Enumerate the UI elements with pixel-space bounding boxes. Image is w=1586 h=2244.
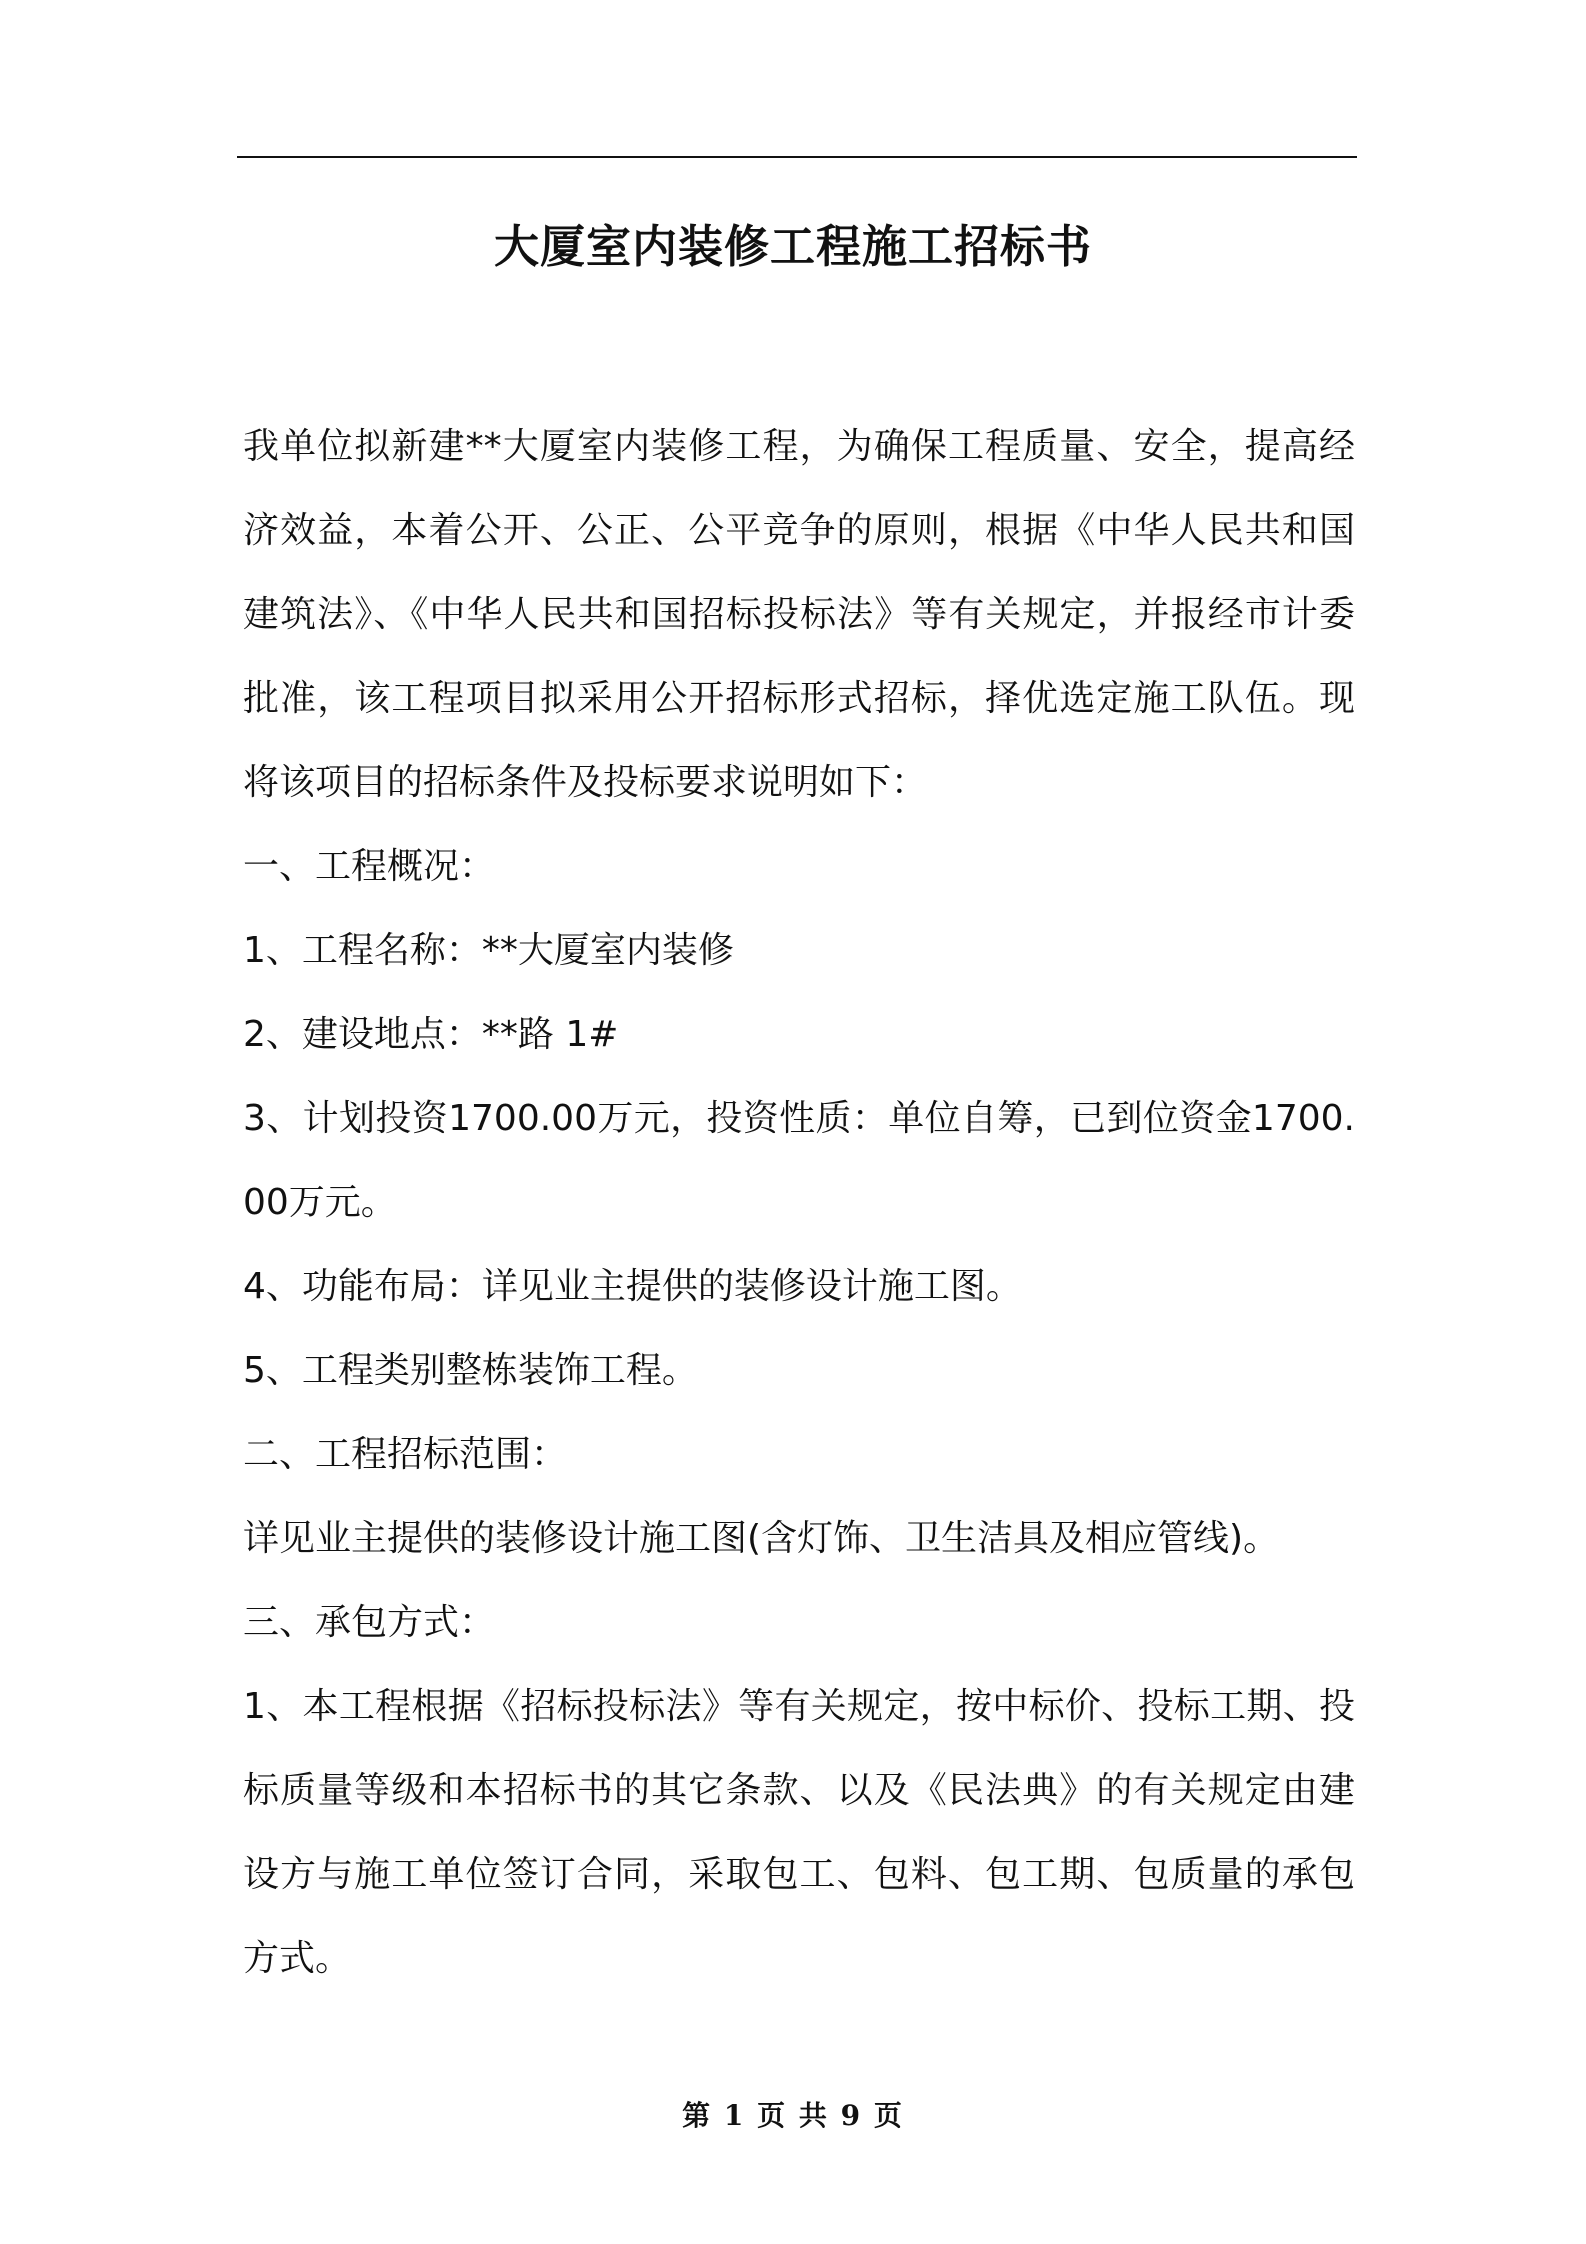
contract-item-1: 1、本工程根据《招标投标法》等有关规定，按中标价、投标工期、投标质量等级和本招标书的其它条款、以及《民法典》的有关规定由建设方与施工单位签订合同，采取包工、包料、包工期、包质量的承包方式。 [243, 1686, 1355, 1979]
section-heading-overview: 一、工程概况： [243, 846, 496, 887]
scope-paragraph: 详见业主提供的装修设计施工图(含灯饰、卫生洁具及相应管线)。 [243, 1518, 1280, 1559]
intro-paragraph: 我单位拟新建**大厦室内装修工程，为确保工程质量、安全，提高经济效益，本着公开、公正、公平竞争的原则，根据《中华人民共和国建筑法》、《中华人民共和国招标投标法》等有关规定，并报经市计委批准，该工程项目拟采用公开招标形式招标，择优选定施工队伍。现将该项目的招标条件及投标要求说明如下： [243, 426, 1355, 803]
overview-item-category: 5、工程类别整栋装饰工程。 [243, 1350, 698, 1391]
overview-item-location: 2、建设地点：**路 1# [243, 1014, 619, 1055]
overview-item-layout: 4、功能布局：详见业主提供的装修设计施工图。 [243, 1266, 1022, 1307]
section-heading-contract: 三、承包方式： [243, 1602, 496, 1643]
overview-item-name: 1、工程名称：**大厦室内装修 [243, 930, 734, 971]
document-title: 大厦室内装修工程施工招标书 [493, 220, 1092, 273]
document-body [243, 405, 1355, 2001]
page-number: 第 1 页 共 9 页 [682, 2099, 904, 2132]
overview-item-investment: 3、计划投资1700.00万元，投资性质：单位自筹，已到位资金1700.00万元。 [243, 1098, 1355, 1223]
section-heading-scope: 二、工程招标范围： [243, 1434, 568, 1475]
header-divider [237, 156, 1357, 158]
